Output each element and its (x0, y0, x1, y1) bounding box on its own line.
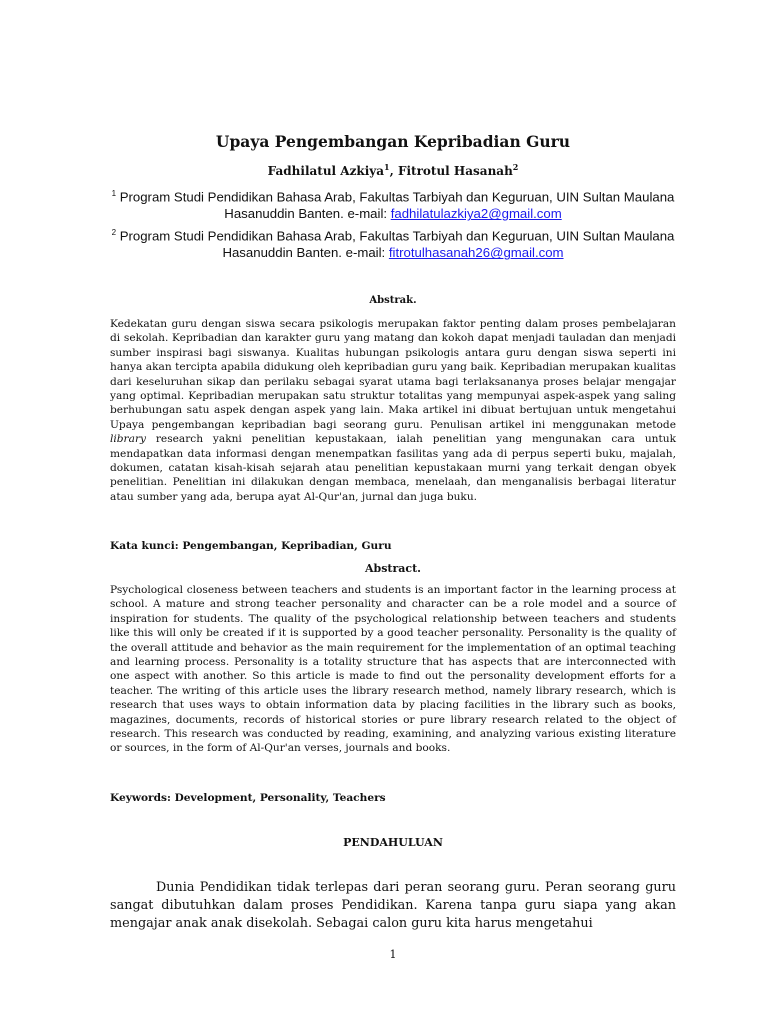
section-heading: PENDAHULUAN (343, 836, 443, 849)
affiliation-1-sup: 1 (111, 189, 117, 198)
abstrak-body (110, 317, 676, 504)
kata-kunci: Kata kunci: Pengembangan, Kepribadian, Guru (110, 540, 392, 552)
abstract-body: Psychological closeness between teachers and students is an important factor in the learning process at school. A mature and strong teacher personality and character can be a role model and a source of inspiration for students. The quality of the psychological relationship between teachers and students like this will only be created if it is supported by a good teacher personality. Personality is the quality of the overall attitude and behavior as the main requirement for the implementation of an optimal teaching and learning process. Personality is a totality structure that has aspects that are interconnected with one aspect with another. So this article is made to find out the personality development efforts for a teacher. The writing of this article uses the library research method, namely library research, which is research that uses ways to obtain information data by placing facilities in the library such as books, magazines, documents, records of historical stories or pure library research related to the object of research. This research was conducted by reading, examining, and analyzing various existing literature or sources, in the form of Al-Qur'an verses, journals and books. (110, 584, 676, 755)
abstract-heading: Abstract. (364, 562, 422, 575)
author-2-name: Fitrotul Hasanah (397, 164, 513, 178)
affiliation-1-email-link[interactable]: fadhilatulazkiya2@gmail.com (390, 206, 562, 222)
affiliation-2-email-link[interactable]: fitrotulhasanah26@gmail.com (388, 245, 564, 261)
affiliation-2 (110, 224, 676, 261)
author-1-sup: 1 (384, 162, 390, 172)
abstrak-body-part1: Kedekatan guru dengan siswa secara psikologis merupakan faktor penting dalam proses pembelajaran di sekolah. Kepribadian dan karakter guru yang matang dan kokoh dapat menjadi tauladan dan menjadi sumber inspirasi bagi siswanya. Kualitas hubungan psikologis antara guru dengan siswa seperti ini hanya akan tercipta apabila didukung oleh kepribadian guru yang baik. Kepribadian merupakan kualitas dari keseluruhan sikap dan perilaku sebagai syarat utama bagi terlaksananya proses belajar mengajar yang optimal. Kepribadian merupakan satu struktur totalitas yang mempunyai aspek-aspek yang saling berhubungan satu aspek dengan aspek yang lain. Maka artikel ini dibuat bertujuan untuk mengetahui Upaya pengembangan kepribadian bagi seorang guru. Penulisan artikel ini menggunakan metode (110, 318, 676, 431)
affiliation-2-text: Program Studi Pendidikan Bahasa Arab, Fakultas Tarbiyah dan Keguruan, UIN Sultan Maulana Hasanuddin Banten. e-mail: (116, 228, 675, 261)
affiliation-2-sup: 2 (111, 228, 117, 237)
author-line (110, 162, 676, 178)
abstrak-heading: Abstrak. (369, 295, 417, 306)
author-1-name: Fadhilatul Azkiya (267, 164, 385, 178)
abstrak-body-part2: research yakni penelitian kepustakaan, ialah penelitian yang mengunakan cara untuk mendapatkan data informasi dengan menempatkan fasilitas yang ada di perpus seperti buku, majalah, dokumen, catatan kisah-kisah sejarah atau penelitian kepustakaan murni yang terkait dengan obyek penelitian. Penelitian ini dilakukan dengan membaca, menelaah, dan menganalisis berbagai literatur atau sumber yang ada, berupa ayat Al-Qur'an, jurnal dan juga buku. (110, 433, 676, 503)
page-number: 1 (389, 948, 397, 961)
intro-paragraph: Dunia Pendidikan tidak terlepas dari peran seorang guru. Peran seorang guru sangat dibutuhkan dalam proses Pendidikan. Karena tanpa guru siapa yang akan mengajar anak anak disekolah. Sebagai calon guru kita harus mengetahui (110, 880, 676, 931)
affiliation-1 (110, 185, 676, 222)
affiliation-1-text: Program Studi Pendidikan Bahasa Arab, Fakultas Tarbiyah dan Keguruan, UIN Sultan Maulana Hasanuddin Banten. e-mail: (116, 189, 675, 222)
abstrak-body-italic: library (110, 433, 146, 446)
paper-title: Upaya Pengembangan Kepribadian Guru (215, 132, 571, 151)
keywords: Keywords: Development, Personality, Teachers (110, 792, 386, 804)
author-2-sup: 2 (512, 162, 519, 172)
author-separator: , (389, 164, 398, 178)
